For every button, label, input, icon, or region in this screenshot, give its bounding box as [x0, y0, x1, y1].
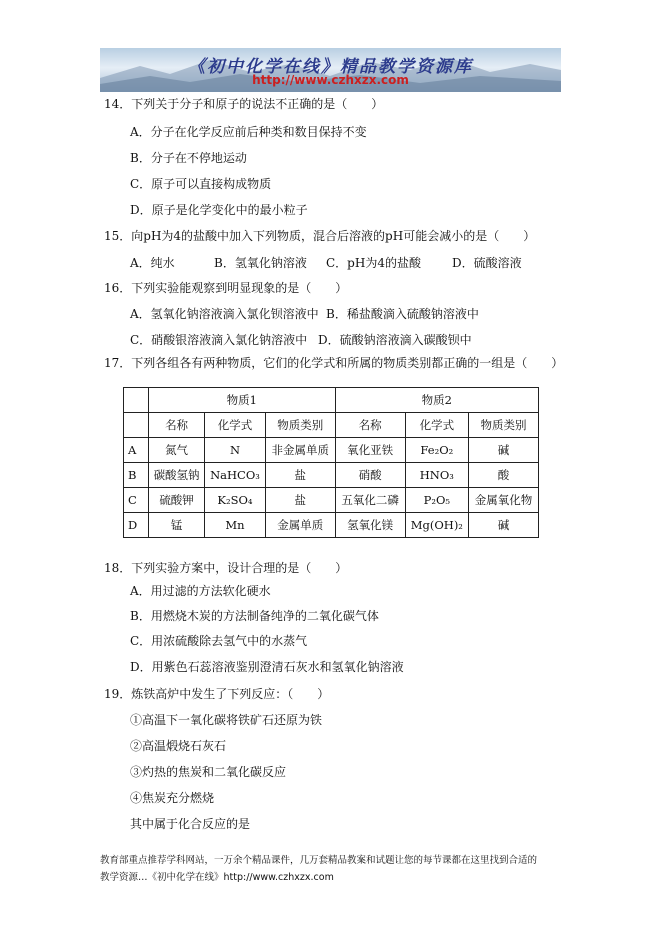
row-label: D: [124, 513, 149, 538]
table-cell: Mg(OH)₂: [405, 513, 469, 538]
q18-option-d: D．用紫色石蕊溶液鉴别澄清石灰水和氢氧化钠溶液: [130, 660, 404, 674]
table-cell: NaHCO₃: [205, 463, 266, 488]
q16-option-b: B．稀盐酸滴入硫酸钠溶液中: [326, 307, 479, 321]
q15-option-c: C．pH为4的盐酸: [326, 256, 421, 270]
q19-tail: 其中属于化合反应的是: [130, 817, 251, 831]
table-cell: P₂O₅: [405, 488, 469, 513]
table-cell: Mn: [205, 513, 266, 538]
table-cell: 锰: [149, 513, 205, 538]
table-cell: 碳酸氢钠: [149, 463, 205, 488]
q14-option-a: A．分子在化学反应前后种类和数目保持不变: [130, 125, 367, 139]
row-label: B: [124, 463, 149, 488]
table-cell: 碱: [469, 438, 539, 463]
question-15-stem: 15．向pH为4的盐酸中加入下列物质，混合后溶液的pH可能会减小的是（ ）: [104, 229, 536, 243]
banner-title: 《初中化学在线》精品教学资源库: [188, 57, 473, 77]
question-16-stem: 16．下列实验能观察到明显现象的是（ ）: [104, 281, 348, 295]
q18-option-c: C．用浓硫酸除去氢气中的水蒸气: [130, 634, 308, 648]
table-cell: Fe₂O₂: [405, 438, 469, 463]
table-cell: 碱: [469, 513, 539, 538]
table-cell: N: [205, 438, 266, 463]
q16-option-d: D．硫酸钠溶液滴入碳酸钡中: [318, 333, 472, 347]
question-18-stem: 18．下列实验方案中，设计合理的是（ ）: [104, 561, 348, 575]
table-cell: 金属氧化物: [469, 488, 539, 513]
table-row: [124, 513, 539, 538]
q14-option-b: B．分子在不停地运动: [130, 151, 247, 165]
table-column-header-row: [124, 413, 539, 438]
table-cell: 硫酸钾: [149, 488, 205, 513]
question-19-stem: 19．炼铁高炉中发生了下列反应：（ ）: [104, 687, 330, 701]
question-17-stem: 17．下列各组各有两种物质，它们的化学式和所属的物质类别都正确的一组是（ ）: [104, 356, 564, 370]
page-footer: [100, 852, 570, 886]
table-corner-cell: [124, 388, 149, 413]
q18-option-a: A．用过滤的方法软化硬水: [130, 584, 271, 598]
q19-item-2: ②高温煅烧石灰石: [130, 739, 227, 753]
table-cell: 酸: [469, 463, 539, 488]
table-row: [124, 438, 539, 463]
q16-option-a: A．氢氧化钠溶液滴入氯化钡溶液中: [130, 307, 319, 321]
table-row: [124, 463, 539, 488]
footer-line-2[interactable]: 教学资源…《初中化学在线》http://www.czhxzx.com: [100, 872, 334, 883]
q19-item-1: ①高温下一氧化碳将铁矿石还原为铁: [130, 713, 323, 727]
group-header-2: 物质2: [335, 388, 538, 413]
q15-option-a: A．纯水: [130, 256, 175, 270]
column-header: 名称: [335, 413, 405, 438]
q14-option-d: D．原子是化学变化中的最小粒子: [130, 203, 308, 217]
question-14-stem: 14．下列关于分子和原子的说法不正确的是（ ）: [104, 97, 384, 111]
table-group-header-row: [124, 388, 539, 413]
table-row: [124, 488, 539, 513]
group-header-1: 物质1: [149, 388, 336, 413]
header-banner: [100, 48, 561, 92]
table-cell: 五氧化二磷: [335, 488, 405, 513]
q14-option-c: C．原子可以直接构成物质: [130, 177, 272, 191]
row-label: A: [124, 438, 149, 463]
column-header: 物质类别: [265, 413, 335, 438]
table-cell: 金属单质: [265, 513, 335, 538]
footer-line-1: 教育部重点推荐学科网站，一万余个精品课件，几万套精品教案和试题让您的每节课都在这里找到合适的: [100, 855, 538, 866]
substance-table: [123, 387, 539, 538]
column-header: 名称: [149, 413, 205, 438]
q19-item-3: ③灼热的焦炭和二氧化碳反应: [130, 765, 287, 779]
table-cell: 氢氧化镁: [335, 513, 405, 538]
table-cell: 盐: [265, 463, 335, 488]
table-cell: 氧化亚铁: [335, 438, 405, 463]
table-cell: 盐: [265, 488, 335, 513]
table-cell: 硝酸: [335, 463, 405, 488]
banner-url-link[interactable]: http://www.czhxzx.com: [252, 73, 409, 87]
table-label-cell: [124, 413, 149, 438]
table-cell: HNO₃: [405, 463, 469, 488]
q19-item-4: ④焦炭充分燃烧: [130, 791, 215, 805]
q18-option-b: B．用燃烧木炭的方法制备纯净的二氧化碳气体: [130, 609, 379, 623]
table-cell: 氮气: [149, 438, 205, 463]
q16-option-c: C．硝酸银溶液滴入氯化钠溶液中: [130, 333, 308, 347]
table-cell: K₂SO₄: [205, 488, 266, 513]
row-label: C: [124, 488, 149, 513]
q15-option-d: D．硫酸溶液: [452, 256, 522, 270]
table-cell: 非金属单质: [265, 438, 335, 463]
column-header: 化学式: [405, 413, 469, 438]
column-header: 化学式: [205, 413, 266, 438]
q15-option-b: B．氢氧化钠溶液: [214, 256, 307, 270]
column-header: 物质类别: [469, 413, 539, 438]
